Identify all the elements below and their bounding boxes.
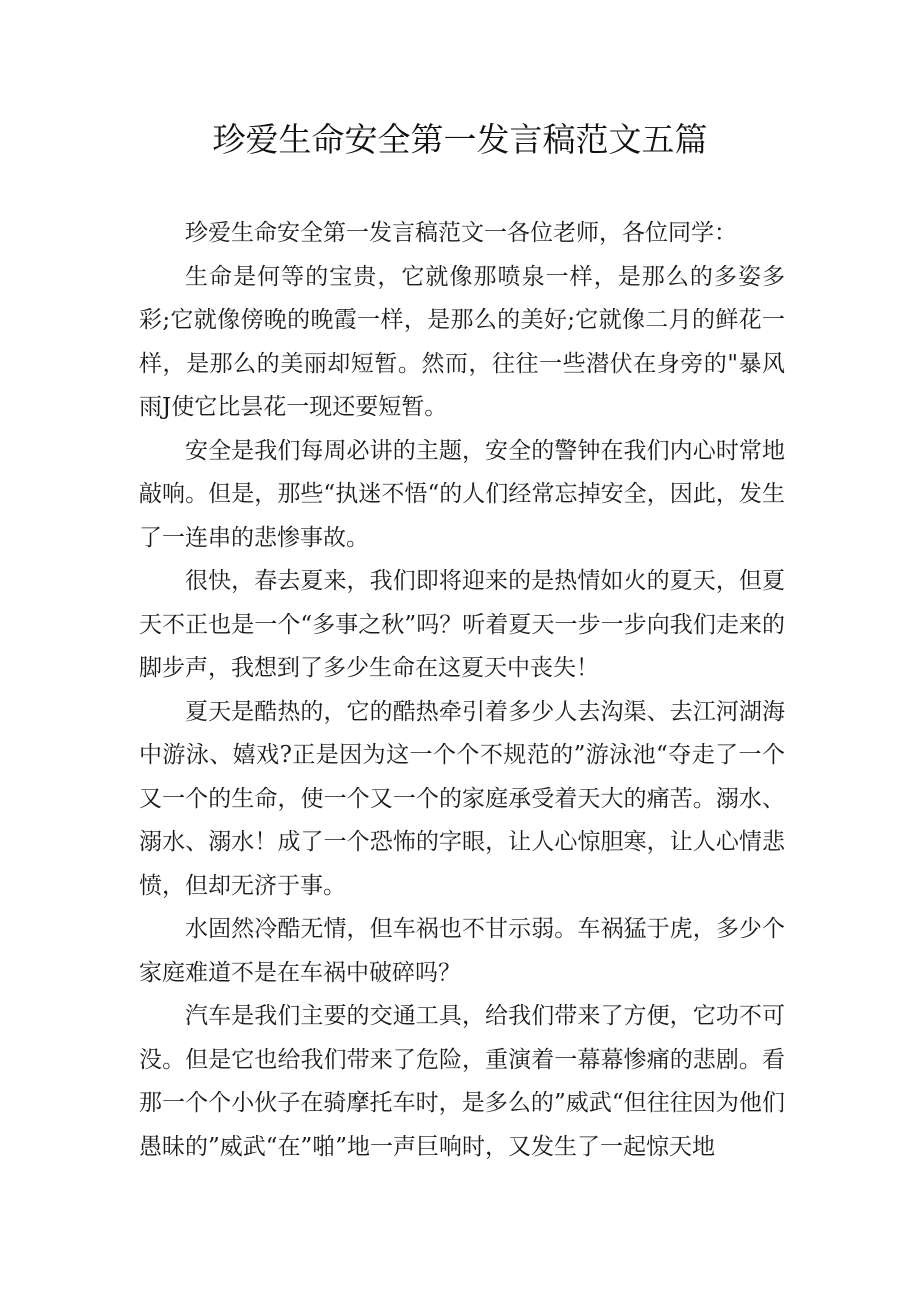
paragraph: 夏天是酷热的，它的酷热牵引着多少人去沟渠、去江河湖海中游泳、嬉戏?正是因为这一个个不规范的”游泳池“夺走了一个又一个的生命，使一个又一个的家庭承受着天大的痛苦。溺水、溺水、溺水！成了一个恐怖的字眼，让人心惊胆寒，让人心情悲愤，但却无济于事。: [139, 698, 785, 899]
paragraph: 很快，春去夏来，我们即将迎来的是热情如火的夏天，但夏天不正也是一个“多事之秋”吗？听着夏天一步一步向我们走来的脚步声，我想到了多少生命在这夏天中丧失！: [139, 568, 785, 681]
paragraph-greeting: 珍爱生命安全第一发言稿范文一各位老师，各位同学：: [185, 220, 737, 246]
paragraph: 安全是我们每周必讲的主题，安全的警钟在我们内心时常地敲响。但是，那些“执迷不悟“的人们经常忘掉安全，因此，发生了一连串的悲惨事故。: [139, 437, 785, 551]
paragraph: 水固然冷酷无情，但车祸也不甘示弱。车祸猛于虎，多少个家庭难道不是在车祸中破碎吗？: [139, 916, 785, 986]
paragraph: 生命是何等的宝贵，它就像那喷泉一样，是那么的多姿多彩;它就像傍晚的晚霞一样，是那么的美好;它就像二月的鲜花一样，是那么的美丽却短暂。然而，往往一些潜伏在身旁的"暴风雨J使它比昙花一现还要短暂。: [139, 263, 785, 420]
document-title: 珍爱生命安全第一发言稿范文五篇: [212, 120, 708, 159]
document-body: [139, 212, 785, 1169]
paragraph: 汽车是我们主要的交通工具，给我们带来了方便，它功不可没。但是它也给我们带来了危险，重演着一幕幕惨痛的悲剧。看那一个个小伙子在骑摩托车时，是多么的”威武“但往往因为他们愚昧的”威武“在”啪”地一声巨响时，又发生了一起惊天地: [139, 1003, 785, 1160]
